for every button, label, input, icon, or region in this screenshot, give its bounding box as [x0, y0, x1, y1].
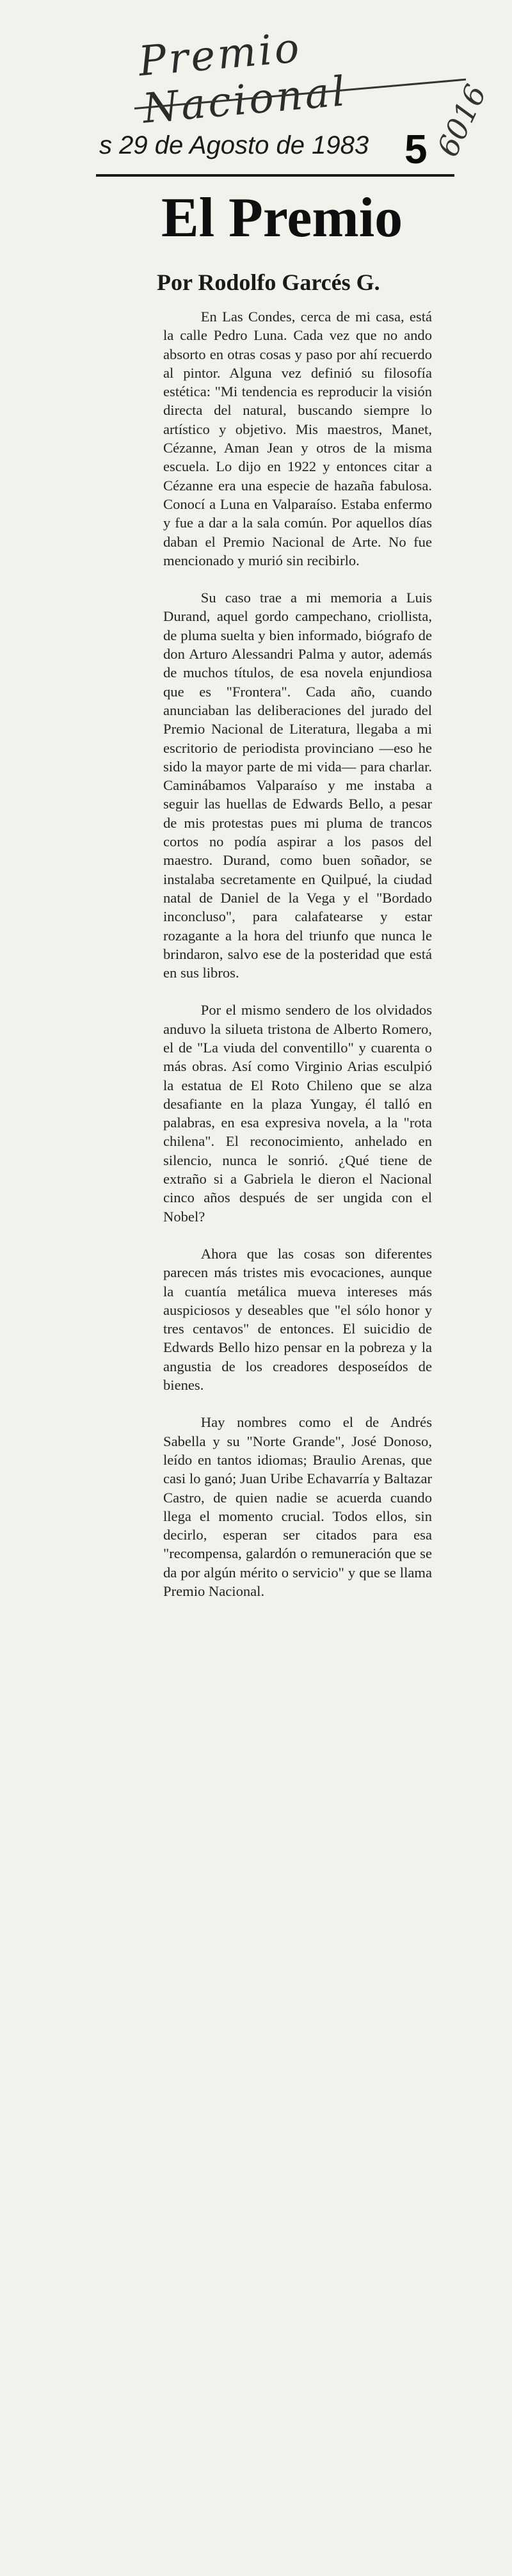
article-body: [163, 307, 432, 1600]
article-headline: El Premio: [161, 187, 403, 249]
paragraph: Ahora que las cosas son diferentes parecen más tristes mis evocaciones, aunque la cuantía metálica mueva intereses más auspiciosos y deseables que "el sólo honor y tres centavos" de entonces. El suicidio de Edwards Bello hizo pensar en la pobreza y la angustia de los creadores desposeídos de bienes.: [163, 1245, 432, 1394]
paragraph: Hay nombres como el de Andrés Sabella y su "Norte Grande", José Donoso, leído en tantos idiomas; Braulio Arenas, que casi lo ganó; Juan Uribe Echavarría y Baltazar Castro, de quien nadie se acuerda cuando llega el momento crucial. Todos ellos, sin decirlo, esperan ser citados para esa "recompensa, galardón o remuneración que se da por algún mérito o servicio" y que se llama Premio Nacional.: [163, 1414, 432, 1599]
paragraph: Su caso trae a mi memoria a Luis Durand, aquel gordo campechano, criollista, de pluma suelta y bien informado, biógrafo de don Arturo Alessandri Palma y autor, además de muchos títulos, de esa novela enjundiosa que es "Frontera". Cada año, cuando anunciaban las deliberaciones del jurado del Premio Nacional de Literatura, llegaba a mi escritorio de periodista provinciano —eso he sido la mayor parte de mi vida— para charlar. Caminábamos Valparaíso y me instaba a seguir las huellas de Edwards Bello, a pesar de mis protestas pues mi pluma de trancos cortos no podía aspirar a los pasos del maestro. Durand, como buen soñador, se instalaba secretamente en Quilpué, la ciudad natal de Daniel de la Vega y el "Bordado inconcluso", para calafatearse y estar rozagante a la hora del triunfo que nunca le brindaron, salvo ese de la posteridad que está en sus libros.: [163, 590, 432, 981]
archive-reference-number: 6016: [430, 79, 493, 162]
page-number: 5: [404, 126, 428, 172]
dateline: s 29 de Agosto de 1983: [99, 131, 369, 159]
article-byline: Por Rodolfo Garcés G.: [157, 270, 380, 295]
paragraph: Por el mismo sendero de los olvidados anduvo la silueta tristona de Alberto Romero, el de "La viuda del conventillo" y cuarenta o más obras. Así como Virginio Arias esculpió la estatua de El Roto Chileno que se alza desafiante en la plaza Yungay, él talló en palabras, en esa expresiva novela, a la "rota chilena". El reconocimiento, anhelado en silencio, nunca le sonrió. ¿Qué tiene de extraño si a Gabriela le dieron el Nacional cinco años después de ser ungida con el Nobel?: [163, 1002, 432, 1225]
paragraph: En Las Condes, cerca de mi casa, está la calle Pedro Luna. Cada vez que no ando absorto en otras cosas y paso por ahí recuerdo al pintor. Alguna vez definió su filosofía estética: "Mi tendencia es reproducir la visión directa del natural, buscando siempre lo artístico y objetivo. Mis maestros, Manet, Cézanne, Aman Jean y otros de la misma escuela. Lo dijo en 1922 y entonces citar a Cézanne era una especie de hazaña fabulosa. Conocí a Luna en Valparaíso. Estaba enfermo y fue a dar a la sala común. Por aquellos días daban el Premio Nacional de Arte. No fue mencionado y murió sin recibirlo.: [163, 309, 432, 568]
header-rule: [96, 174, 454, 177]
handwritten-annotation: Premio Nacional: [136, 24, 350, 133]
